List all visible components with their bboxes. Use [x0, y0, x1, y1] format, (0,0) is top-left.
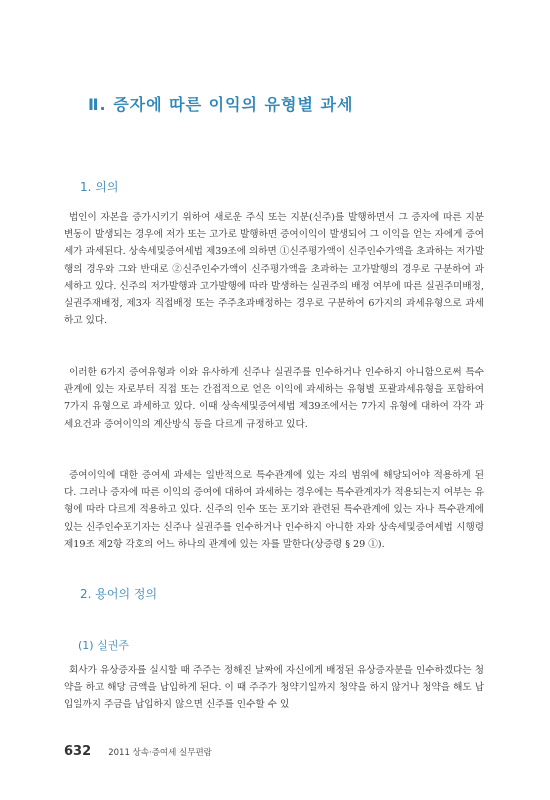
section-title-meaning: 1. 의의: [80, 180, 119, 194]
book-title: 2011 상속·증여세 실무편람: [108, 748, 212, 758]
subsection-title-forfeited-shares: (1) 실권주: [78, 639, 129, 652]
paragraph-forfeited-shares: 회사가 유상증자를 실시할 때 주주는 정해진 날짜에 자신에게 배정된 유상증자분을 인수하겠다는 청약을 하고 해당 금액을 납입하게 된다. 이 때 주주가 청약기일까지 청약을 하지 않거나 청약을 해도 납입일까지 주금을 납입하지 않으면 신주를 인수할 수 있: [64, 665, 484, 711]
chapter-title: Ⅱ. 증자에 따른 이익의 유형별 과세: [88, 95, 354, 114]
page-footer: [64, 740, 212, 759]
page-number: 632: [64, 744, 92, 759]
paragraph-2: 이러한 6가지 증여유형과 이와 유사하게 신주나 실권주를 인수하거나 인수하지 아니함으로써 특수관계에 있는 자로부터 직접 또는 간접적으로 얻은 이익에 과세하는 유형별 포괄과세유형을 포함하여 7가지 유형으로 과세하고 있다. 이때 상속세및증여세법 제39조에서는 7가지 유형에 대하여 각각 과세요건과 증여이익의 계산방식 등을 다르게 규정하고 있다.: [64, 367, 484, 430]
paragraph-1: 법인이 자본을 증가시키기 위하여 새로운 주식 또는 지분(신주)를 발행하면서 그 증자에 따른 지분 변동이 발생되는 경우에 저가 또는 고가로 발행하면 증여이익이 발생되어 그 이익을 얻는 자에게 증여세가 과세된다. 상속세및증여세법 제39조에 의하면 ①신주평가액이 신주인수가액을 초과하는 저가발행의 경우와 그와 반대로 ②신주인수가액이 신주평가액을 초과하는 고가발행의 경우로 구분하여 과세하고 있다. 신주의 저가발행과 고가발행에 따라 발생하는 실권주의 배정 여부에 따른 실권주미배정, 실권주재배정, 제3자 직접배정 또는 주주초과배정하는 경우로 구분하여 6가지의 과세유형으로 과세하고 있다.: [64, 212, 484, 327]
paragraph-3: 증여이익에 대한 증여세 과세는 일반적으로 특수관계에 있는 자의 범위에 해당되어야 적용하게 된다. 그러나 증자에 따른 이익의 증여에 대하여 과세하는 경우에는 특수관계자가 적용되는지 여부는 유형에 따라 다르게 적용하고 있다. 신주의 인수 또는 포기와 관련된 특수관계에 있는 자나 특수관계에 있는 신주인수포기자는 신주나 실권주를 인수하거나 인수하지 아니한 자와 상속세및증여세법 시행령 제19조 제2항 각호의 어느 하나의 관계에 있는 자를 말한다(상증령 § 29 ①).: [64, 470, 484, 550]
section-title-definitions: 2. 용어의 정의: [80, 587, 158, 601]
